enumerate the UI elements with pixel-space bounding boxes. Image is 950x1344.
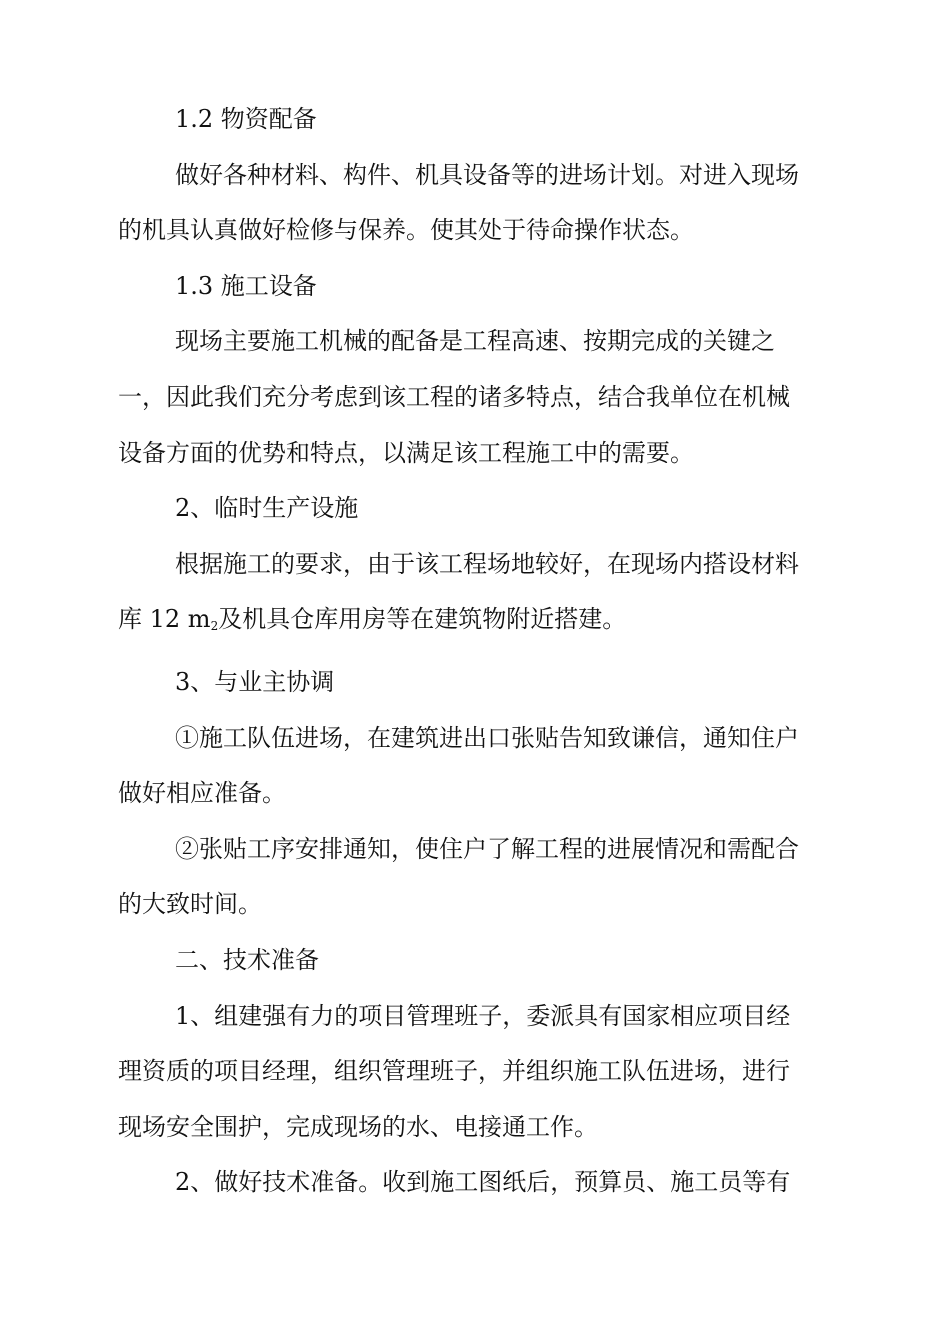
text-line: 3、与业主协调 [175,667,335,696]
unit-subscript: 2 [210,619,219,634]
paragraph-equipment [118,314,838,481]
text-continuation: 及机具仓库用房等在建筑物附近搭建。 [218,605,627,634]
section-heading-3 [118,655,838,711]
text-line: 2、做好技术准备。收到施工图纸后，预算员、施工员等有 [175,1168,791,1197]
text-line: ①施工队伍进场，在建筑进出口张贴告知致谦信，通知住户 [175,723,799,752]
text-line: 理资质的项目经理，组织管理班子，并组织施工队伍进场，进行 [118,1057,790,1086]
text-line: 现场主要施工机械的配备是工程高速、按期完成的关键之 [175,327,775,356]
text-line: 现场安全围护，完成现场的水、电接通工作。 [118,1112,598,1141]
text-line: 的大致时间。 [118,890,262,919]
paragraph-technical-2 [118,1155,838,1211]
text-line-with-unit [118,592,838,655]
text-line: 的机具认真做好检修与保养。使其处于待命操作状态。 [118,216,694,245]
text-line: 1、组建强有力的项目管理班子，委派具有国家相应项目经 [175,1001,791,1030]
paragraph-facilities [118,537,838,655]
paragraph-technical-1 [118,989,838,1156]
section-heading-technical [118,933,838,989]
area-text: 库 12 m [118,605,211,634]
document-body [118,92,838,1211]
text-line: 设备方面的优势和特点，以满足该工程施工中的需要。 [118,438,694,467]
paragraph-coordination-1 [118,711,838,822]
text-line: 2、临时生产设施 [175,494,359,523]
section-heading-1-3 [118,259,838,315]
text-line: 做好相应准备。 [118,779,286,808]
text-line: 一，因此我们充分考虑到该工程的诸多特点，结合我单位在机械 [118,382,790,411]
paragraph-materials [118,148,838,259]
text-line: 1.2 物资配备 [175,105,317,133]
text-line: 二、技术准备 [175,945,319,974]
section-heading-1-2 [118,92,838,148]
text-line: 1.3 施工设备 [175,271,317,300]
text-line: ②张贴工序安排通知，使住户了解工程的进展情况和需配合 [175,834,799,863]
text-line: 根据施工的要求，由于该工程场地较好，在现场内搭设材料 [175,549,799,578]
paragraph-coordination-2 [118,822,838,933]
text-line: 做好各种材料、构件、机具设备等的进场计划。对进入现场 [175,160,799,189]
section-heading-2 [118,481,838,537]
